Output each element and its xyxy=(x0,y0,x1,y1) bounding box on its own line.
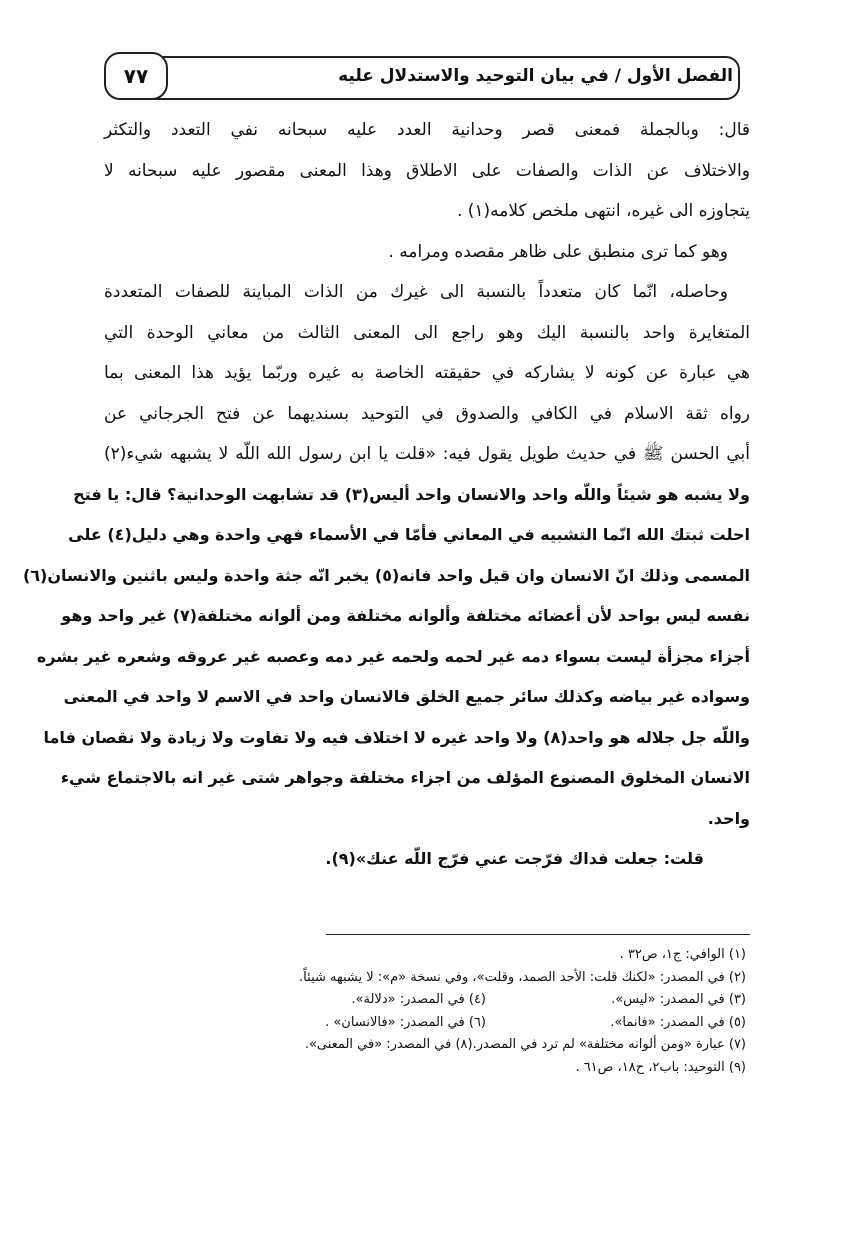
footnote: (٧) عبارة «ومن ألوانه مختلفة» لم ترد في المصدر.(٨) في المصدر: «في المعنى». xyxy=(304,1037,746,1052)
text-line: والاختلاف عن الذات والصفات على الاطلاق وهذا المعنى مقصور عليه سبحانه لا xyxy=(104,160,750,181)
quote-line: واحد. xyxy=(707,808,750,828)
footnote-pair xyxy=(104,1012,750,1035)
footnote: (٥) في المصدر: «فانما». xyxy=(610,1014,746,1030)
quote-line: نفسه ليس بواحد لأن أعضائه مختلفة وألوانه مختلفة ومن ألوانه مختلفة(٧) غير واحد وهو xyxy=(61,606,750,625)
page-number-box xyxy=(104,52,168,100)
text-line: يتجاوزه الى غيره، انتهى ملخص كلامه(١) . xyxy=(456,201,750,221)
main-text xyxy=(22,110,750,880)
footnote: (٩) التوحيد: باب٢، ح١٨، ص٦١ . xyxy=(575,1059,746,1075)
quote-line: ولا يشبه هو شيئاً واللّه واحد والانسان واحد أليس(٣) قد تشابهت الوحدانية؟ قال: يا فتح xyxy=(73,484,750,504)
footnote: (١) الوافي: ج١، ص٣٢ . xyxy=(619,947,746,962)
quote-line: قلت: جعلت فداك فرّجت عني فرّج اللّه عنك»(٩). xyxy=(325,849,704,868)
footnote: (٤) في المصدر: «دلالة». xyxy=(351,992,486,1007)
text-line: قال: وبالجملة فمعنى قصر وحدانية العدد عليه سبحانه نفي التعدد والتكثر xyxy=(104,120,750,140)
quote-line: واللّه جل جلاله هو واحد(٨) ولا واحد غيره لا اختلاف فيه ولا تفاوت ولا زيادة ولا نقصان فاما xyxy=(43,727,750,747)
footnote-rule xyxy=(326,934,750,935)
footnote: (٣) في المصدر: «ليس». xyxy=(611,992,746,1007)
text-line: المتغايرة واحد بالنسبة اليك وهو راجع الى المعنى الثالث من معاني الوحدة التي xyxy=(104,322,750,343)
quote-line: الانسان المخلوق المصنوع المؤلف من اجزاء مختلفة وجواهر شتى غير انه بالاجتماع شيء xyxy=(60,768,750,787)
footnotes xyxy=(104,944,750,1079)
text-line: وهو كما ترى منطبق على ظاهر مقصده ومرامه . xyxy=(388,241,728,262)
chapter-title: الفصل الأول / في بيان التوحيد والاستدلال عليه xyxy=(338,66,733,86)
footnote: (٢) في المصدر: «لكنك قلت: الأحد الصمد، وقلت»، وفي نسخة «م»: لا يشبهه شيئاً. xyxy=(299,969,746,985)
text-line: وحاصله، انّما كان متعدداً بالنسبة الى غيرك من الذات المباينة للصفات المتعددة xyxy=(104,282,728,302)
quote-line: احلت ثبتك الله انّما التشبيه في المعاني فأمّا في الأسماء فهي واحدة وهي دليل(٤) على xyxy=(68,525,750,544)
footnote-pair xyxy=(104,989,750,1012)
page-number: ٧٧ xyxy=(123,64,149,88)
quote-line: وسواده غير بياضه وكذلك سائر جميع الخلق فالانسان واحد في الاسم لا واحد في المعنى xyxy=(63,687,750,706)
quote-line: المسمى وذلك انّ الانسان وان قيل واحد فانه(٥) يخبر انّه جثة واحدة وليس باثنين والانسان(٦) xyxy=(22,565,750,585)
text-line: أبي الحسن ﷺ في حديث طويل يقول فيه: «قلت يا ابن رسول الله اللّه لا يشبهه شيء(٢) xyxy=(104,444,750,464)
text-line: هي عبارة عن كونه لا يشاركه في حقيقته الخاصة به غيره وربّما يؤيد هذا المعنى بما xyxy=(104,363,750,383)
footnote: (٦) في المصدر: «فالانسان» . xyxy=(325,1014,486,1030)
quote-line: أجزاء مجزأة ليست بسواء دمه غير لحمه ولحمه غير دمه وعصبه غير عروقه وشعره غير بشره xyxy=(36,646,750,666)
text-line: رواه ثقة الاسلام في الكافي والصدوق في التوحيد بسنديهما عن فتح الجرجاني عن xyxy=(104,403,750,424)
